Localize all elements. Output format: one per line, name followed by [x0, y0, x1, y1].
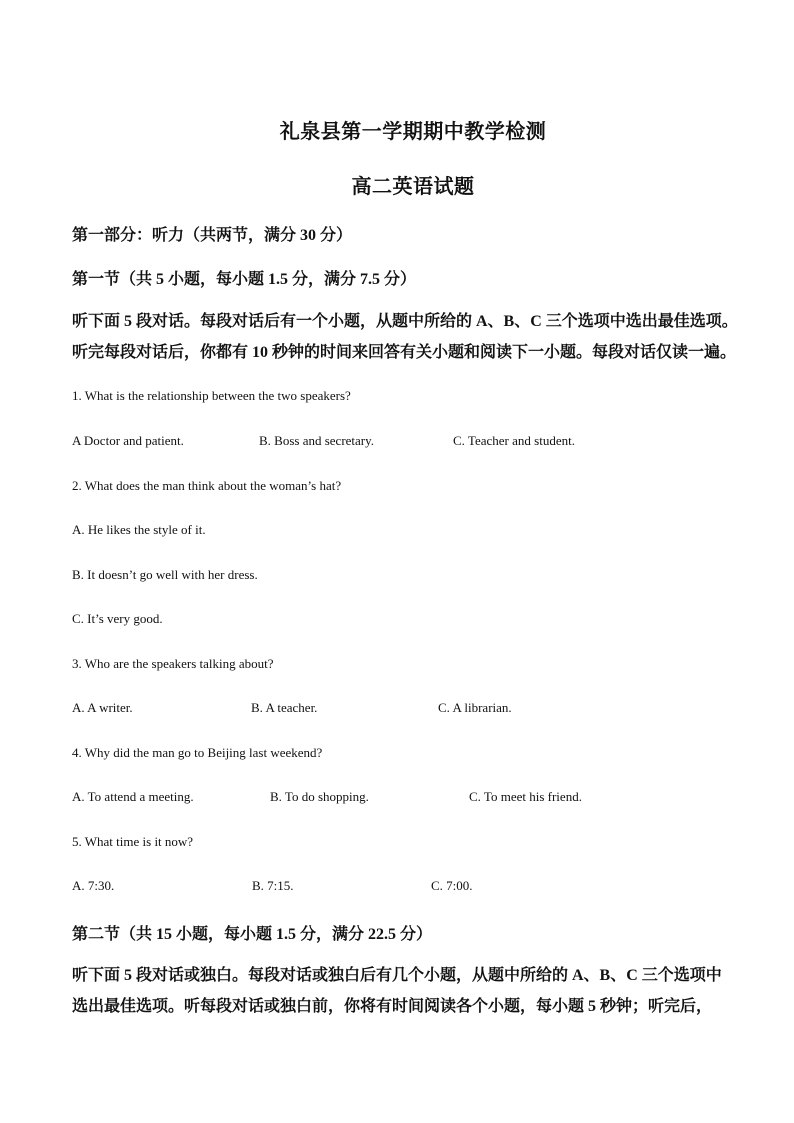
question-1-option-b: B. Boss and secretary.: [259, 433, 375, 448]
question-5-option-c: C. 7:00.: [431, 878, 473, 893]
section2-instructions: [72, 960, 732, 1022]
instruction-line: 选出最佳选项。听每段对话或独白前，你将有时间阅读各个小题，每小题 5 秒钟；听完后，: [72, 998, 713, 1015]
part1-heading: 第一部分：听力（共两节，满分 30 分）: [72, 227, 353, 244]
question-3-option-a: A. A writer.: [72, 700, 133, 715]
instruction-line: 听下面 5 段对话。每段对话后有一个小题，从题中所给的 A、B、C 三个选项中选出最佳选项。: [72, 313, 738, 330]
question-4-stem: 4. Why did the man go to Beijing last weekend?: [72, 745, 323, 760]
question-3-option-c: C. A librarian.: [438, 700, 512, 715]
exam-title: 礼泉县第一学期期中教学检测: [279, 121, 547, 143]
question-2-stem: 2. What does the man think about the woman’s hat?: [72, 478, 342, 493]
question-4-option-b: B. To do shopping.: [270, 789, 369, 804]
question-5-stem: 5. What time is it now?: [72, 834, 194, 849]
question-2-option-c: C. It’s very good.: [72, 611, 163, 626]
section2-heading: 第二节（共 15 小题，每小题 1.5 分，满分 22.5 分）: [72, 926, 433, 943]
question-5-option-a: A. 7:30.: [72, 878, 115, 893]
instruction-line: 听下面 5 段对话或独白。每段对话或独白后有几个小题，从题中所给的 A、B、C 三个选项中: [72, 967, 722, 984]
question-5-option-b: B. 7:15.: [252, 878, 294, 893]
exam-subtitle: 高二英语试题: [351, 176, 475, 198]
question-2-option-b: B. It doesn’t go well with her dress.: [72, 567, 258, 582]
question-1-stem: 1. What is the relationship between the two speakers?: [72, 388, 351, 403]
question-3-option-b: B. A teacher.: [251, 700, 318, 715]
section1-instructions: [72, 306, 738, 368]
question-1-option-a: A Doctor and patient.: [72, 433, 184, 448]
section1-heading: 第一节（共 5 小题，每小题 1.5 分，满分 7.5 分）: [72, 271, 417, 288]
question-4-option-c: C. To meet his friend.: [469, 789, 582, 804]
question-3-stem: 3. Who are the speakers talking about?: [72, 656, 274, 671]
instruction-line: 听完每段对话后，你都有 10 秒钟的时间来回答有关小题和阅读下一小题。每段对话仅读一遍。: [72, 344, 737, 361]
question-1-option-c: C. Teacher and student.: [453, 433, 575, 448]
question-4-option-a: A. To attend a meeting.: [72, 789, 194, 804]
question-2-option-a: A. He likes the style of it.: [72, 522, 206, 537]
